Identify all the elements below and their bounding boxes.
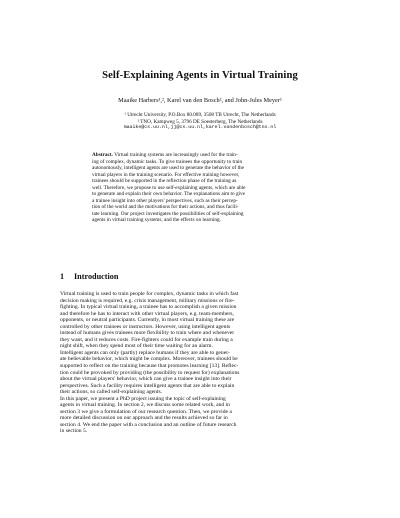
body-line: in section 5. bbox=[60, 428, 88, 435]
affiliations bbox=[0, 112, 400, 132]
body-line: perspectives. Such a facility requires intelligent agents that are able to explain bbox=[60, 382, 235, 389]
abstract-line: well. Therefore, we propose to use self-explaining agents, which are able bbox=[92, 184, 246, 191]
abstract-label: Abstract. bbox=[92, 152, 113, 158]
body-line: supported to reflect on the training because that promotes learning [13]. Reflec- bbox=[60, 363, 239, 370]
abstract-line: agents in virtual training systems, and the effects on learning. bbox=[92, 217, 221, 224]
affiliation-1: ¹ Utrecht University, P.O.Box 80.089, 3508 TB Utrecht, The Netherlands bbox=[124, 112, 276, 118]
body-line: In this paper, we present a PhD project issuing the topic of self-explaining bbox=[60, 395, 226, 402]
abstract-line: Abstract. Virtual training systems are increasingly used for the train- bbox=[92, 152, 238, 158]
abstract-line: virtual players in the training scenario. For effective training however, bbox=[92, 171, 240, 178]
body-line: section 3 we give a formulation of our research question. Then, we provide a bbox=[60, 408, 232, 415]
body-line: instead of humans gives trainees more flexibility to train where and whenever bbox=[60, 330, 235, 337]
abstract-line: trainees should be supported in the reflection phase of the training as bbox=[92, 178, 237, 185]
section-heading bbox=[60, 272, 118, 281]
body-line: Intelligent agents can only (partly) replace humans if they are able to gener- bbox=[60, 349, 230, 356]
author-list: Maaike Harbers¹,², Karel van den Bosch², and John-Jules Meyer¹ bbox=[118, 97, 282, 104]
body-text bbox=[60, 291, 340, 435]
body-line: controlled by other trainees or instructors. However, using intelligent agents bbox=[60, 323, 231, 330]
body-line: section 4. We end the paper with a conclusion and an outline of future research bbox=[60, 421, 237, 428]
section-number: 1 bbox=[60, 272, 65, 281]
abstract bbox=[92, 152, 308, 224]
body-line: opponents, or neutral participants. Currently, in most virtual training these are bbox=[60, 317, 235, 324]
section-title: Introduction bbox=[74, 272, 119, 281]
abstract-line: tion of the world and the motivations for their actions, and thus facili- bbox=[92, 204, 239, 211]
body-line: ate believable behavior, which might be complex. Moreover, trainees should be bbox=[60, 356, 238, 363]
body-line: Virtual training is used to train people for complex, dynamic tasks in which fast bbox=[60, 291, 239, 297]
body-line: decision making is required, e.g. crisis management, military missions or fire- bbox=[60, 297, 235, 304]
affiliation-2: ² TNO, Kampweg 5, 3796 DE Soesterberg, The Netherlands bbox=[137, 118, 263, 125]
body-line: tion could be provoked by providing (the possibility to request for) explanations bbox=[60, 369, 240, 376]
abstract-line: to generate and explain their own behavior. The explanations aim to give bbox=[92, 191, 245, 198]
abstract-line: tate learning. Our project investigates the possibilities of self-explaining bbox=[92, 210, 244, 217]
body-line: and therefore he has to interact with other virtual players, e.g. team-members, bbox=[60, 310, 234, 317]
body-line: about the virtual players' behavior, which can give a trainee insight into their bbox=[60, 376, 232, 383]
body-line: agents in virtual training. In section 2, we discuss some related work, and in bbox=[60, 402, 230, 409]
paper-title: Self-Explaining Agents in Virtual Training bbox=[102, 70, 298, 81]
body-line: fighting. In typical virtual training, a trainee has to accomplish a given mission bbox=[60, 304, 237, 311]
body-line: night shift, when they spend most of their time waiting for an alarm. bbox=[60, 343, 213, 350]
abstract-line: autonomously, intelligent agents are used to generate the behavior of the bbox=[92, 165, 245, 172]
abstract-line: ing of complex, dynamic tasks. To give trainees the opportunity to train bbox=[92, 158, 243, 165]
abstract-line: a trainee insight into other players' perspectives, such as their percep- bbox=[92, 197, 238, 204]
body-line: their actions, so called self-explaining agents. bbox=[60, 389, 163, 396]
body-line: more detailed discussion on our approach and the results achieved so far in bbox=[60, 415, 228, 422]
author-emails: maaike@cs.uu.nl,jj@cs.uu.nl,karel.vandenbosch@tno.nl bbox=[123, 125, 277, 131]
body-line: they want, and it reduces costs. Fire-fighters could for example train during a bbox=[60, 336, 233, 343]
